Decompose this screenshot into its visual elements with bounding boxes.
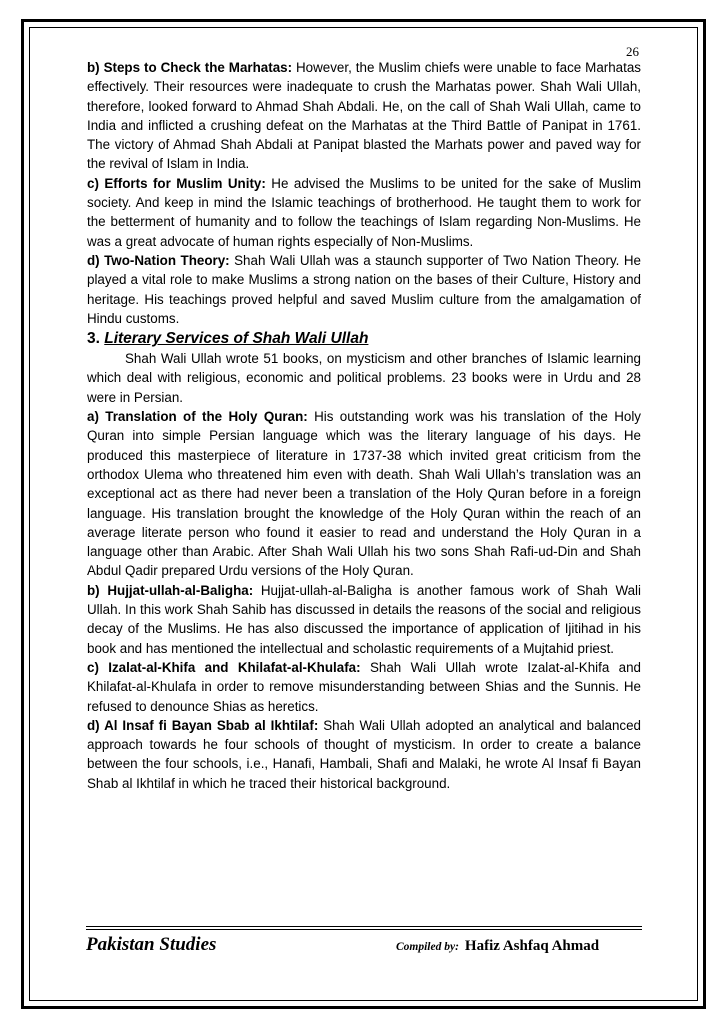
paragraph-heading: b) Steps to Check the Marhatas: [87, 60, 293, 75]
section-heading [87, 328, 641, 349]
footer-author: Hafiz Ashfaq Ahmad [464, 938, 600, 954]
paragraph-steps-marhatas [87, 58, 641, 174]
paragraph-text: However, the Muslim chiefs were unable to face Marhatas effectively. Their resources were inadequate to crush the Marhatas power. Shah Wali Ullah, therefore, looked forward to Ahmad Shah Abdali. He, on the call of Shah Wali Ullah, came to India and inflicted a crushing defeat on the Marhatas at the Third Battle of Panipat in 1761. The victory of Ahmad Shah Abdali at Panipat blasted the Marhats power and paved way for the revival of Islam in India. [87, 60, 641, 172]
paragraph-heading: a) Translation of the Holy Quran: [87, 409, 308, 425]
paragraph-heading: d) Al Insaf fi Bayan Sbab al Ikhtilaf: [87, 717, 319, 733]
paragraph-heading: c) Efforts for Muslim Unity: [87, 175, 266, 191]
paragraph-translation-quran [87, 407, 641, 581]
paragraph-text: Hujjat-ullah-al-Baligha is another famous work of Shah Wali Ullah. In this work Shah Sahib has discussed in details the reasons of the social and religious decay of the Muslims. He has also discussed the importance of application of Ijitihad in his book and has mentioned the intellectual and scholastic requirements of a Mujtahid priest. [87, 582, 641, 656]
paragraph-two-nation [87, 251, 641, 328]
paragraph-text: Shah Wali Ullah adopted an analytical and balanced approach towards he four schools of thought of mysticism. In order to create a balance between the four schools, i.e., Hanafi, Hambali, Shafi and Malaki, he wrote Al Insaf fi Bayan Shab al Ikhtilaf in which he traced their historical background. [87, 717, 641, 791]
footer-rule-top [86, 926, 642, 927]
page-body [87, 58, 641, 793]
paragraph-al-insaf [87, 716, 641, 793]
page-number: 26 [626, 44, 639, 59]
footer-credit [396, 938, 599, 955]
paragraph-heading: b) Hujjat-ullah-al-Baligha: [87, 582, 254, 598]
footer-book-title: Pakistan Studies [86, 934, 217, 955]
footer-compiled-label: Compiled by: [396, 941, 459, 953]
page-footer [86, 934, 642, 958]
paragraph-izalat [87, 658, 641, 716]
paragraph-heading: d) Two-Nation Theory: [87, 252, 230, 268]
section-title: Literary Services of Shah Wali Ullah [104, 330, 369, 348]
paragraph-text: His outstanding work was his translation of the Holy Quran into simple Persian language which was the literary language of his days. He produced this masterpiece of literature in 1737-38 which invited great criticism from the orthodox Ulema who threatened him even with death. Shah Wali Ullah’s translation was an exceptional act as there had never been a translation of the Holy Quran before in a foreign language. His translation brought the knowledge of the Holy Quran within the reach of an average literate person who found it easier to read and understand the Holy Quran in a language other than Arabic. After Shah Wali Ullah his two sons Shah Rafi-ud-Din and Shah Abdul Qadir prepared Urdu versions of the Holy Quran. [87, 409, 641, 579]
paragraph-muslim-unity [87, 174, 641, 251]
footer-rule-bottom [86, 929, 642, 930]
paragraph-hujjat [87, 581, 641, 658]
paragraph-text: Shah Wali Ullah wrote Izalat-al-Khifa and Khilafat-al-Khulafa in order to remove misunderstanding between Shias and the Sunnis. He refused to denounce Shias as heretics. [87, 659, 641, 714]
section-number: 3. [87, 330, 100, 348]
paragraph-text: Shah Wali Ullah was a staunch supporter of Two Nation Theory. He played a vital role to make Muslims a strong nation on the bases of their Culture, History and heritage. His teachings proved helpful and saved Muslim culture from the amalgamation of Hindu customs. [87, 252, 641, 326]
paragraph-heading: c) Izalat-al-Khifa and Khilafat-al-Khulafa: [87, 659, 361, 675]
paragraph-books-intro: Shah Wali Ullah wrote 51 books, on mysticism and other branches of Islamic learning which deal with religious, economic and political problems. 23 books were in Urdu and 28 were in Persian. [87, 351, 641, 405]
paragraph-text: He advised the Muslims to be united for the sake of Muslim society. And keep in mind the Islamic teachings of brotherhood. He taught them to work for the betterment of humanity and to follow the teachings of Islam regarding Non-Muslims. He was a great advocate of human rights especially of Non-Muslims. [87, 175, 641, 249]
